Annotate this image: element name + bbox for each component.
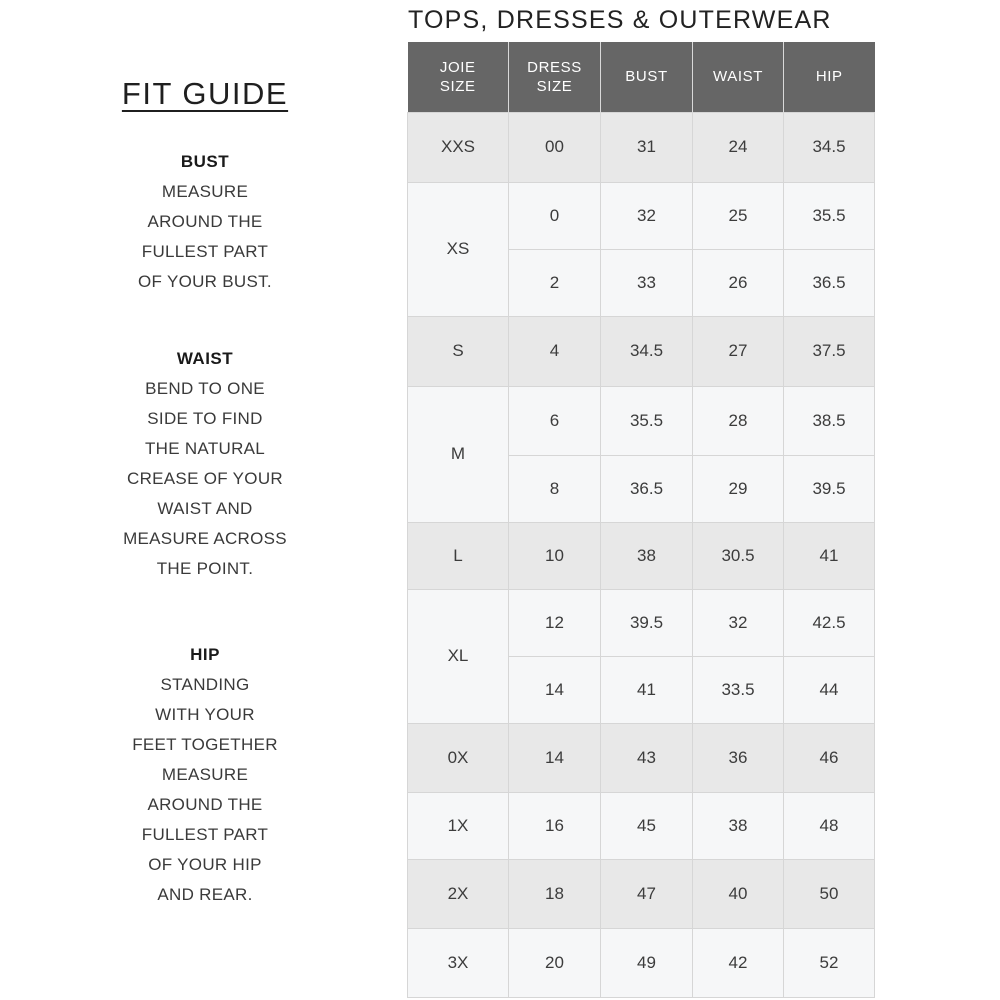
table-header-row (408, 42, 875, 112)
dress-size-cell: 4 (509, 316, 601, 386)
joie-size-cell: XS (408, 182, 509, 316)
header-dress-size (509, 42, 601, 112)
bust-cell: 36.5 (601, 455, 693, 522)
bust-cell: 43 (601, 723, 693, 792)
table-row (408, 792, 875, 859)
header-dress-line: SIZE (536, 77, 573, 95)
dress-size-cell: 20 (509, 928, 601, 997)
waist-cell: 26 (693, 249, 784, 316)
header-bust: BUST (601, 42, 693, 112)
bust-instruction-line: FULLEST PART (141, 242, 269, 261)
hip-instruction-line: AND REAR. (157, 885, 253, 904)
hip-instruction-line: WITH YOUR (155, 705, 255, 724)
joie-size-cell: L (408, 522, 509, 589)
dress-size-cell: 18 (509, 859, 601, 928)
table-row (408, 928, 875, 997)
dress-size-cell: 12 (509, 589, 601, 656)
joie-size-cell: XL (408, 589, 509, 723)
bust-cell: 35.5 (601, 386, 693, 455)
waist-heading: WAIST (176, 349, 234, 368)
hip-instruction-line: AROUND THE (147, 795, 263, 814)
dress-size-cell: 00 (509, 112, 601, 182)
bust-cell: 31 (601, 112, 693, 182)
hip-guide (100, 640, 310, 910)
dress-size-cell: 8 (509, 455, 601, 522)
waist-guide (100, 344, 310, 584)
waist-cell: 36 (693, 723, 784, 792)
bust-cell: 33 (601, 249, 693, 316)
waist-instruction-line: WAIST AND (157, 499, 253, 518)
header-dress-line: DRESS (527, 58, 582, 76)
waist-instruction-line: BEND TO ONE (145, 379, 265, 398)
bust-cell: 45 (601, 792, 693, 859)
dress-size-cell: 14 (509, 723, 601, 792)
waist-cell: 40 (693, 859, 784, 928)
header-joie-line: JOIE (439, 58, 476, 76)
waist-instruction-line: THE NATURAL (144, 439, 266, 458)
bust-guide (100, 147, 310, 297)
waist-cell: 30.5 (693, 522, 784, 589)
waist-cell: 28 (693, 386, 784, 455)
dress-size-cell: 16 (509, 792, 601, 859)
bust-cell: 49 (601, 928, 693, 997)
hip-instruction-line: FEET TOGETHER (132, 735, 278, 754)
waist-cell: 24 (693, 112, 784, 182)
waist-cell: 32 (693, 589, 784, 656)
fit-guide-title: FIT GUIDE (121, 76, 289, 111)
size-chart-table (407, 42, 875, 998)
header-joie-size (408, 42, 509, 112)
bust-cell: 38 (601, 522, 693, 589)
hip-cell: 50 (784, 859, 875, 928)
table-row (408, 182, 875, 249)
waist-cell: 29 (693, 455, 784, 522)
waist-cell: 27 (693, 316, 784, 386)
table-row (408, 112, 875, 182)
hip-cell: 36.5 (784, 249, 875, 316)
dress-size-cell: 2 (509, 249, 601, 316)
hip-cell: 44 (784, 656, 875, 723)
joie-size-cell: 2X (408, 859, 509, 928)
hip-cell: 35.5 (784, 182, 875, 249)
waist-cell: 25 (693, 182, 784, 249)
table-row (408, 386, 875, 455)
table-title: TOPS, DRESSES & OUTERWEAR (408, 6, 832, 34)
waist-cell: 33.5 (693, 656, 784, 723)
table-row (408, 522, 875, 589)
hip-instruction-line: STANDING (160, 675, 250, 694)
joie-size-cell: 0X (408, 723, 509, 792)
table-row (408, 589, 875, 656)
waist-instruction-line: SIDE TO FIND (147, 409, 263, 428)
bust-instruction-line: AROUND THE (147, 212, 263, 231)
bust-cell: 41 (601, 656, 693, 723)
table-row (408, 723, 875, 792)
table-row (408, 859, 875, 928)
hip-cell: 42.5 (784, 589, 875, 656)
hip-cell: 34.5 (784, 112, 875, 182)
bust-cell: 39.5 (601, 589, 693, 656)
header-waist: WAIST (693, 42, 784, 112)
hip-instruction-line: OF YOUR HIP (148, 855, 262, 874)
hip-cell: 46 (784, 723, 875, 792)
waist-instruction-line: CREASE OF YOUR (127, 469, 283, 488)
size-table-body (408, 112, 875, 997)
joie-size-cell: S (408, 316, 509, 386)
hip-heading: HIP (190, 645, 220, 664)
bust-instruction-line: MEASURE (161, 182, 249, 201)
waist-instruction-line: MEASURE ACROSS (123, 529, 287, 548)
bust-cell: 34.5 (601, 316, 693, 386)
waist-cell: 42 (693, 928, 784, 997)
hip-instruction-line: FULLEST PART (141, 825, 269, 844)
table-row (408, 316, 875, 386)
dress-size-cell: 6 (509, 386, 601, 455)
dress-size-cell: 10 (509, 522, 601, 589)
bust-instruction-line: OF YOUR BUST. (138, 272, 272, 291)
hip-cell: 48 (784, 792, 875, 859)
joie-size-cell: M (408, 386, 509, 522)
hip-cell: 52 (784, 928, 875, 997)
joie-size-cell: 3X (408, 928, 509, 997)
dress-size-cell: 14 (509, 656, 601, 723)
header-hip: HIP (784, 42, 875, 112)
bust-cell: 47 (601, 859, 693, 928)
bust-cell: 32 (601, 182, 693, 249)
hip-cell: 38.5 (784, 386, 875, 455)
waist-cell: 38 (693, 792, 784, 859)
header-joie-line: SIZE (439, 77, 476, 95)
waist-instruction-line: THE POINT. (156, 559, 254, 578)
bust-heading: BUST (180, 152, 230, 171)
dress-size-cell: 0 (509, 182, 601, 249)
hip-cell: 41 (784, 522, 875, 589)
hip-cell: 37.5 (784, 316, 875, 386)
hip-instruction-line: MEASURE (161, 765, 249, 784)
joie-size-cell: XXS (408, 112, 509, 182)
joie-size-cell: 1X (408, 792, 509, 859)
hip-cell: 39.5 (784, 455, 875, 522)
